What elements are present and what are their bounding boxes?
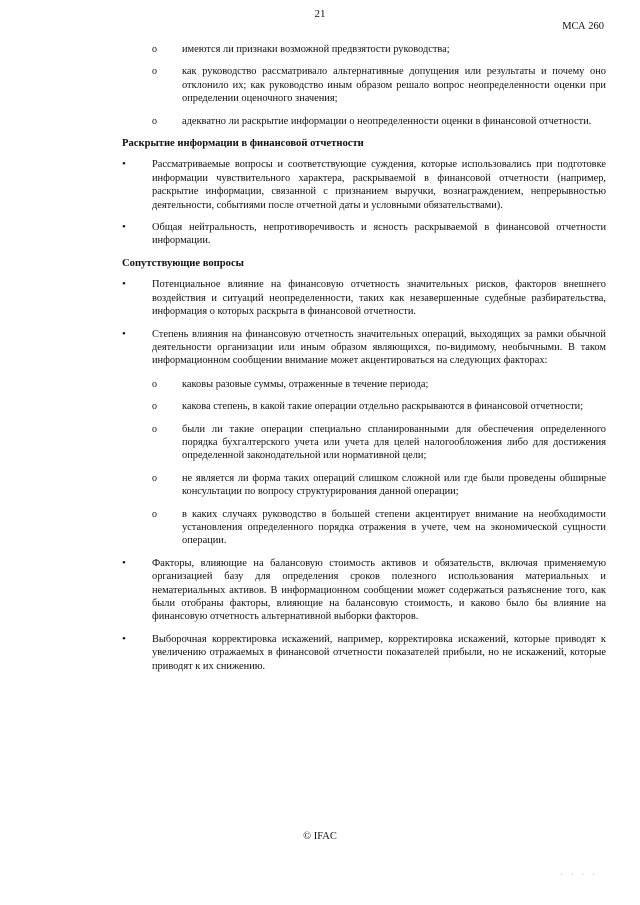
section-heading-disclosure: Раскрытие информации в финансовой отчетности bbox=[122, 138, 364, 150]
sub-bullet-item bbox=[122, 400, 606, 413]
sub-bullet-item bbox=[122, 43, 606, 56]
sub-bullet-text: какова степень, в какой такие операции отдельно раскрываются в финансовой отчетности; bbox=[182, 401, 584, 413]
page-number: 21 bbox=[314, 8, 326, 20]
bullet-text: Выборочная корректировка искажений, например, корректировка искажений, которые приводят к увеличению отражаемых в финансовой отчетности показателей прибыли, но не искажений, которые приводят к их снижению. bbox=[152, 633, 606, 672]
bullet-text: Степень влияния на финансовую отчетность значительных операций, выходящих за рамки обычной деятельности организации или иным образом являющихся, по-видимому, необычными. В таком информационном сообщении внимание может акцентироваться на следующих факторах: bbox=[152, 328, 606, 367]
sub-bullet-item bbox=[122, 472, 606, 499]
sub-bullet-text: не является ли форма таких операций слишком сложной или где были проведены обширные консультации по вопросу структурирования данной операции; bbox=[182, 472, 606, 498]
bullet-icon: • bbox=[122, 278, 126, 291]
circle-bullet-icon: o bbox=[152, 66, 157, 78]
bullet-text: Общая нейтральность, непротиворечивость и ясность раскрываемой в финансовой отчетности информации. bbox=[152, 222, 606, 247]
circle-bullet-icon: o bbox=[152, 401, 157, 413]
circle-bullet-icon: o bbox=[152, 423, 157, 435]
document-code: МСА 260 bbox=[562, 21, 604, 32]
sub-bullet-text: каковы разовые суммы, отраженные в течение периода; bbox=[182, 378, 429, 390]
bullet-item bbox=[122, 278, 606, 318]
sub-bullet-text: имеются ли признаки возможной предвзятости руководства; bbox=[182, 44, 450, 55]
bullet-item bbox=[122, 158, 606, 212]
sub-bullet-text: были ли такие операции специально спланированными для обеспечения определенного порядка бухгалтерского учета или учета для целей налогообложения либо для достижения определенной законодательной или нормативной цели; bbox=[182, 423, 606, 462]
bullet-text: Факторы, влияющие на балансовую стоимость активов и обязательств, включая применяемую организацией базу для определения сроков полезного использования материальных и нематериальных активов. В информационном сообщении может содержаться разъяснение того, как были отобраны факторы, влияющие на балансовую стоимость, и каково было бы влияние на финансовую отчетность альтернативной выборки факторов. bbox=[152, 557, 606, 623]
bullet-text: Рассматриваемые вопросы и соответствующие суждения, которые использовались при подготовке информации чувствительного характера, раскрываемой в финансовой отчетности (например, раскрытие информации, связанной с признанием выручки, вознаграждением, непрерывностью деятельности, событиями после отчетной даты и условными обязательствами). bbox=[152, 159, 606, 211]
section-heading-related-matters: Сопутствующие вопросы bbox=[122, 257, 244, 269]
circle-bullet-icon: o bbox=[152, 44, 157, 55]
sub-bullet-item bbox=[122, 65, 606, 105]
sub-bullet-text: адекватно ли раскрытие информации о неопределенности оценки в финансовой отчетности. bbox=[182, 115, 592, 127]
sub-bullet-item bbox=[122, 508, 606, 548]
copyright-footer: © IFAC bbox=[303, 831, 337, 842]
circle-bullet-icon: o bbox=[152, 115, 157, 127]
circle-bullet-icon: o bbox=[152, 508, 157, 520]
sub-bullet-text: в каких случаях руководство в большей степени акцентирует внимание на необходимости установления определенного порядка отражения в учете, чем на экономической сущности операции. bbox=[182, 508, 606, 547]
circle-bullet-icon: o bbox=[152, 378, 157, 390]
scan-artifact: · · · · bbox=[560, 870, 598, 879]
circle-bullet-icon: o bbox=[152, 472, 157, 484]
bullet-icon: • bbox=[122, 327, 126, 340]
bullet-icon: • bbox=[122, 556, 126, 569]
page-content bbox=[122, 43, 606, 682]
bullet-item bbox=[122, 633, 606, 673]
sub-bullet-item bbox=[122, 115, 606, 128]
sub-bullet-item bbox=[122, 423, 606, 463]
sub-bullet-text: как руководство рассматривало альтернативные допущения или результаты и почему оно отклонило их; как руководство иным образом решало вопрос неопределенности оценки при определении оценочного значения; bbox=[182, 66, 606, 105]
bullet-item bbox=[122, 328, 606, 368]
bullet-text: Потенциальное влияние на финансовую отчетность значительных рисков, факторов внешнего воздействия и ситуаций неопределенности, таких как незавершенные судебные разбирательства, информация о которых раскрыта в финансовой отчетности. bbox=[152, 279, 606, 318]
bullet-item bbox=[122, 221, 606, 248]
bullet-icon: • bbox=[122, 221, 126, 234]
bullet-icon: • bbox=[122, 158, 126, 171]
sub-bullet-item bbox=[122, 378, 606, 391]
bullet-icon: • bbox=[122, 632, 126, 645]
bullet-item bbox=[122, 557, 606, 624]
